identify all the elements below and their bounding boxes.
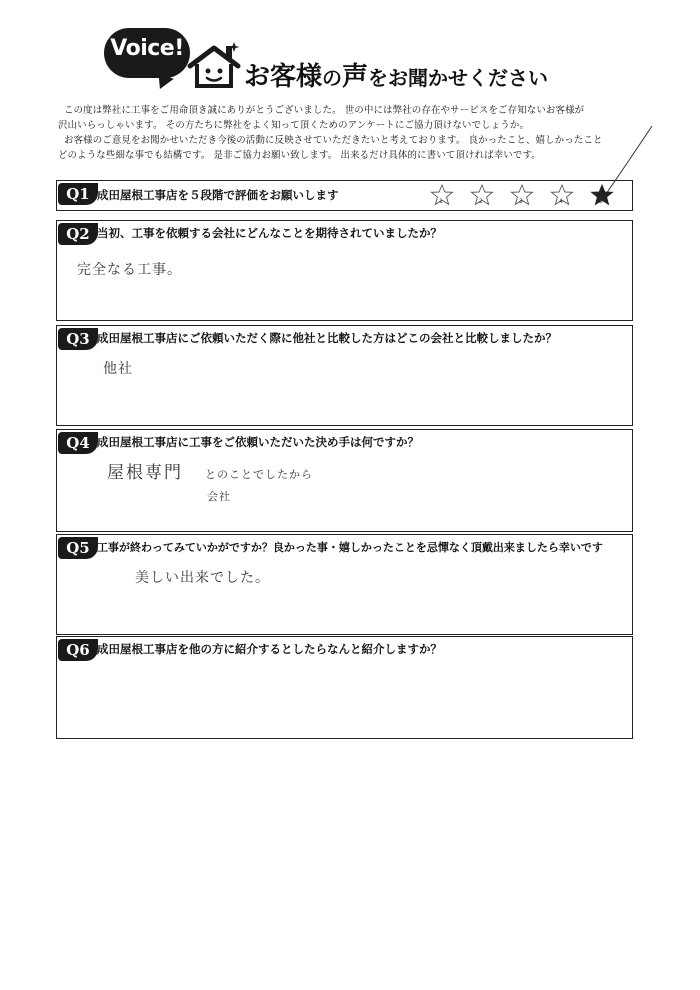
rating-star-1[interactable]: 1 bbox=[430, 183, 454, 207]
rating-star-3[interactable]: 3 bbox=[510, 183, 534, 207]
intro-text bbox=[58, 103, 658, 163]
question-box-q6 bbox=[56, 636, 633, 739]
answer-q4-main: 屋根専門 bbox=[107, 463, 183, 483]
question-label: Q4 bbox=[58, 432, 98, 454]
question-text: 工事が終わってみていかがですか？良かった事・嬉しかったことを忌憚なく頂戴出来ましたら幸いです bbox=[97, 541, 603, 554]
question-text: 成田屋根工事店に工事をご依頼いただいた決め手は何ですか？ bbox=[97, 435, 419, 449]
question-label: Q2 bbox=[58, 223, 98, 245]
question-text: 成田屋根工事店を他の方に紹介するとしたらなんと紹介しますか？ bbox=[97, 642, 442, 656]
question-text: 当初、工事を依頼する会社にどんなことを期待されていましたか？ bbox=[97, 226, 442, 240]
rating-star-5[interactable]: 5 bbox=[590, 183, 614, 207]
rating-stars bbox=[430, 183, 614, 207]
question-label: Q3 bbox=[58, 328, 98, 350]
rating-star-2[interactable]: 2 bbox=[470, 183, 494, 207]
question-box-q3 bbox=[56, 325, 633, 426]
intro-line: この度は弊社に工事をご用命頂き誠にありがとうございました。 世の中には弊社の存在やサービスをご存知ないお客様が bbox=[64, 105, 585, 116]
intro-line: どのような些細な事でも結構です。 是非ご協力お願い致します。 出来るだけ具体的に書いて頂ければ幸いです。 bbox=[58, 150, 541, 161]
question-text: 成田屋根工事店にご依頼いただく際に他社と比較した方はどこの会社と比較しましたか？ bbox=[97, 331, 557, 345]
rating-star-4[interactable]: 4 bbox=[550, 183, 574, 207]
question-label: Q1 bbox=[58, 183, 98, 205]
answer-q4-note: 会社 bbox=[207, 490, 231, 503]
answer-q3: 他社 bbox=[103, 361, 133, 377]
voice-badge-text: Voice! bbox=[110, 36, 184, 61]
intro-line: お客様のご意見をお聞かせいただき今後の活動に反映させていただきたいと考えております。 良かったこと、嬉しかったこと bbox=[64, 135, 603, 146]
question-label: Q5 bbox=[58, 537, 98, 559]
question-label: Q6 bbox=[58, 639, 98, 661]
answer-q5: 美しい出来でした。 bbox=[135, 570, 270, 586]
question-box-q2 bbox=[56, 220, 633, 321]
voice-badge bbox=[104, 28, 190, 78]
answer-q2: 完全なる工事。 bbox=[77, 262, 182, 278]
question-box-q4 bbox=[56, 429, 633, 532]
question-box-q1 bbox=[56, 180, 633, 211]
intro-line: 沢山いらっしゃいます。 その方たちに弊社をよく知って頂くためのアンケートにご協力頂けないでしょうか。 bbox=[58, 120, 530, 131]
house-icon bbox=[186, 42, 242, 90]
answer-q4-suffix: とのことでしたから bbox=[205, 468, 313, 481]
question-text: 成田屋根工事店を５段階で評価をお願いします bbox=[97, 188, 339, 202]
question-box-q5 bbox=[56, 534, 633, 635]
page-title: お客様の声をお聞かせください bbox=[244, 62, 549, 92]
